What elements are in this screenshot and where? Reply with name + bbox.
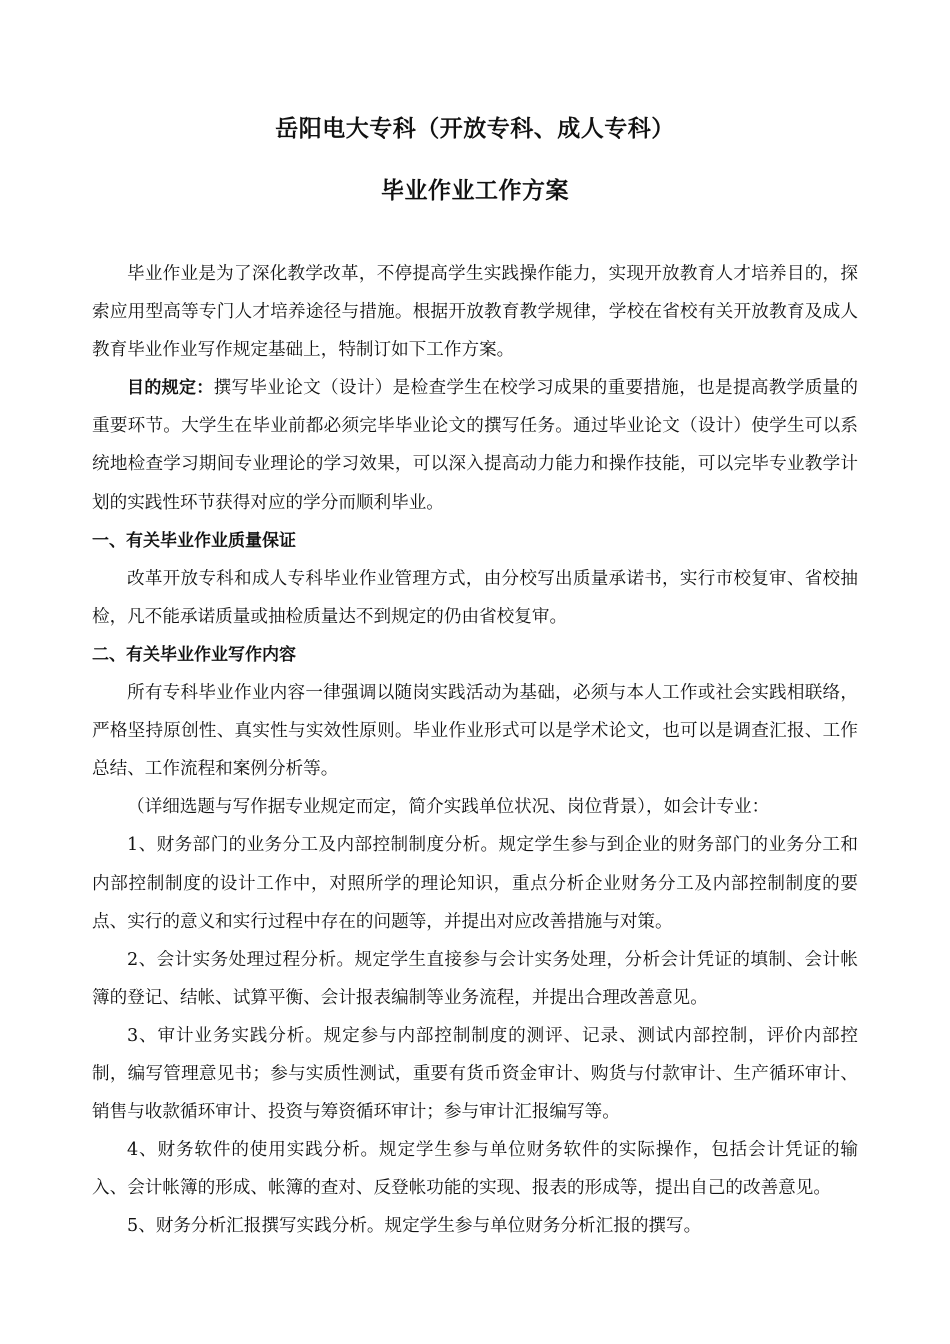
list-item-4: 4、财务软件的使用实践分析。规定学生参与单位财务软件的实际操作，包括会计凭证的输入、会计帐簿的形成、帐簿的查对、反登帐功能的实现、报表的形成等，提出自己的改善意见。 <box>92 1140 858 1199</box>
purpose-label: 目的规定： <box>127 378 214 399</box>
list-item-3: 3、审计业务实践分析。规定参与内部控制制度的测评、记录、测试内部控制，评价内部控制，编写管理意见书；参与实质性测试，重要有货币资金审计、购货与付款审计、生产循环审计、销售与收款循环审计、投资与筹资循环审计；参与审计汇报编写等。 <box>92 1025 858 1123</box>
list-item-5: 5、财务分析汇报撰写实践分析。规定学生参与单位财务分析汇报的撰写。 <box>127 1216 702 1237</box>
note-paragraph: （详细选题与写作据专业规定而定，简介实践单位状况、岗位背景），如会计专业： <box>127 797 770 818</box>
document-body <box>92 255 858 1245</box>
document-title: 岳阳电大专科（开放专科、成人专科） <box>275 116 675 142</box>
section1-paragraph: 改革开放专科和成人专科毕业作业管理方式，由分校写出质量承诺书，实行市校复审、省校抽检，凡不能承诺质量或抽检质量达不到规定的仍由省校复审。 <box>92 568 858 627</box>
section2-paragraph: 所有专科毕业作业内容一律强调以随岗实践活动为基础，必须与本人工作或社会实践相联络，严格坚持原创性、真实性与实效性原则。毕业作业形式可以是学术论文，也可以是调查汇报、工作总结、工作流程和案例分析等。 <box>92 683 858 780</box>
section2-heading: 二、有关毕业作业写作内容 <box>92 644 296 665</box>
intro-paragraph: 毕业作业是为了深化教学改革，不停提高学生实践操作能力，实现开放教育人才培养目的，探索应用型高等专门人才培养途径与措施。根据开放教育教学规律，学校在省校有关开放教育及成人教育毕业作业写作规定基础上，特制订如下工作方案。 <box>92 264 858 361</box>
document-subtitle: 毕业作业工作方案 <box>381 178 569 204</box>
purpose-paragraph <box>92 369 858 521</box>
section1-heading: 一、有关毕业作业质量保证 <box>92 530 296 551</box>
list-item-1: 1、财务部门的业务分工及内部控制制度分析。规定学生参与到企业的财务部门的业务分工和内部控制制度的设计工作中，对照所学的理论知识，重点分析企业财务分工及内部控制制度的要点、实行的意义和实行过程中存在的问题等，并提出对应改善措施与对策。 <box>92 835 858 932</box>
list-item-2: 2、会计实务处理过程分析。规定学生直接参与会计实务处理，分析会计凭证的填制、会计帐簿的登记、结帐、试算平衡、会计报表编制等业务流程，并提出合理改善意见。 <box>92 949 858 1008</box>
purpose-text: 撰写毕业论文（设计）是检查学生在校学习成果的重要措施，也是提高教学质量的重要环节。大学生在毕业前都必须完毕毕业论文的撰写任务。通过毕业论文（设计）使学生可以系统地检查学习期间专业理论的学习效果，可以深入提高动力能力和操作技能，可以完毕专业教学计划的实践性环节获得对应的学分而顺利毕业。 <box>92 378 858 513</box>
